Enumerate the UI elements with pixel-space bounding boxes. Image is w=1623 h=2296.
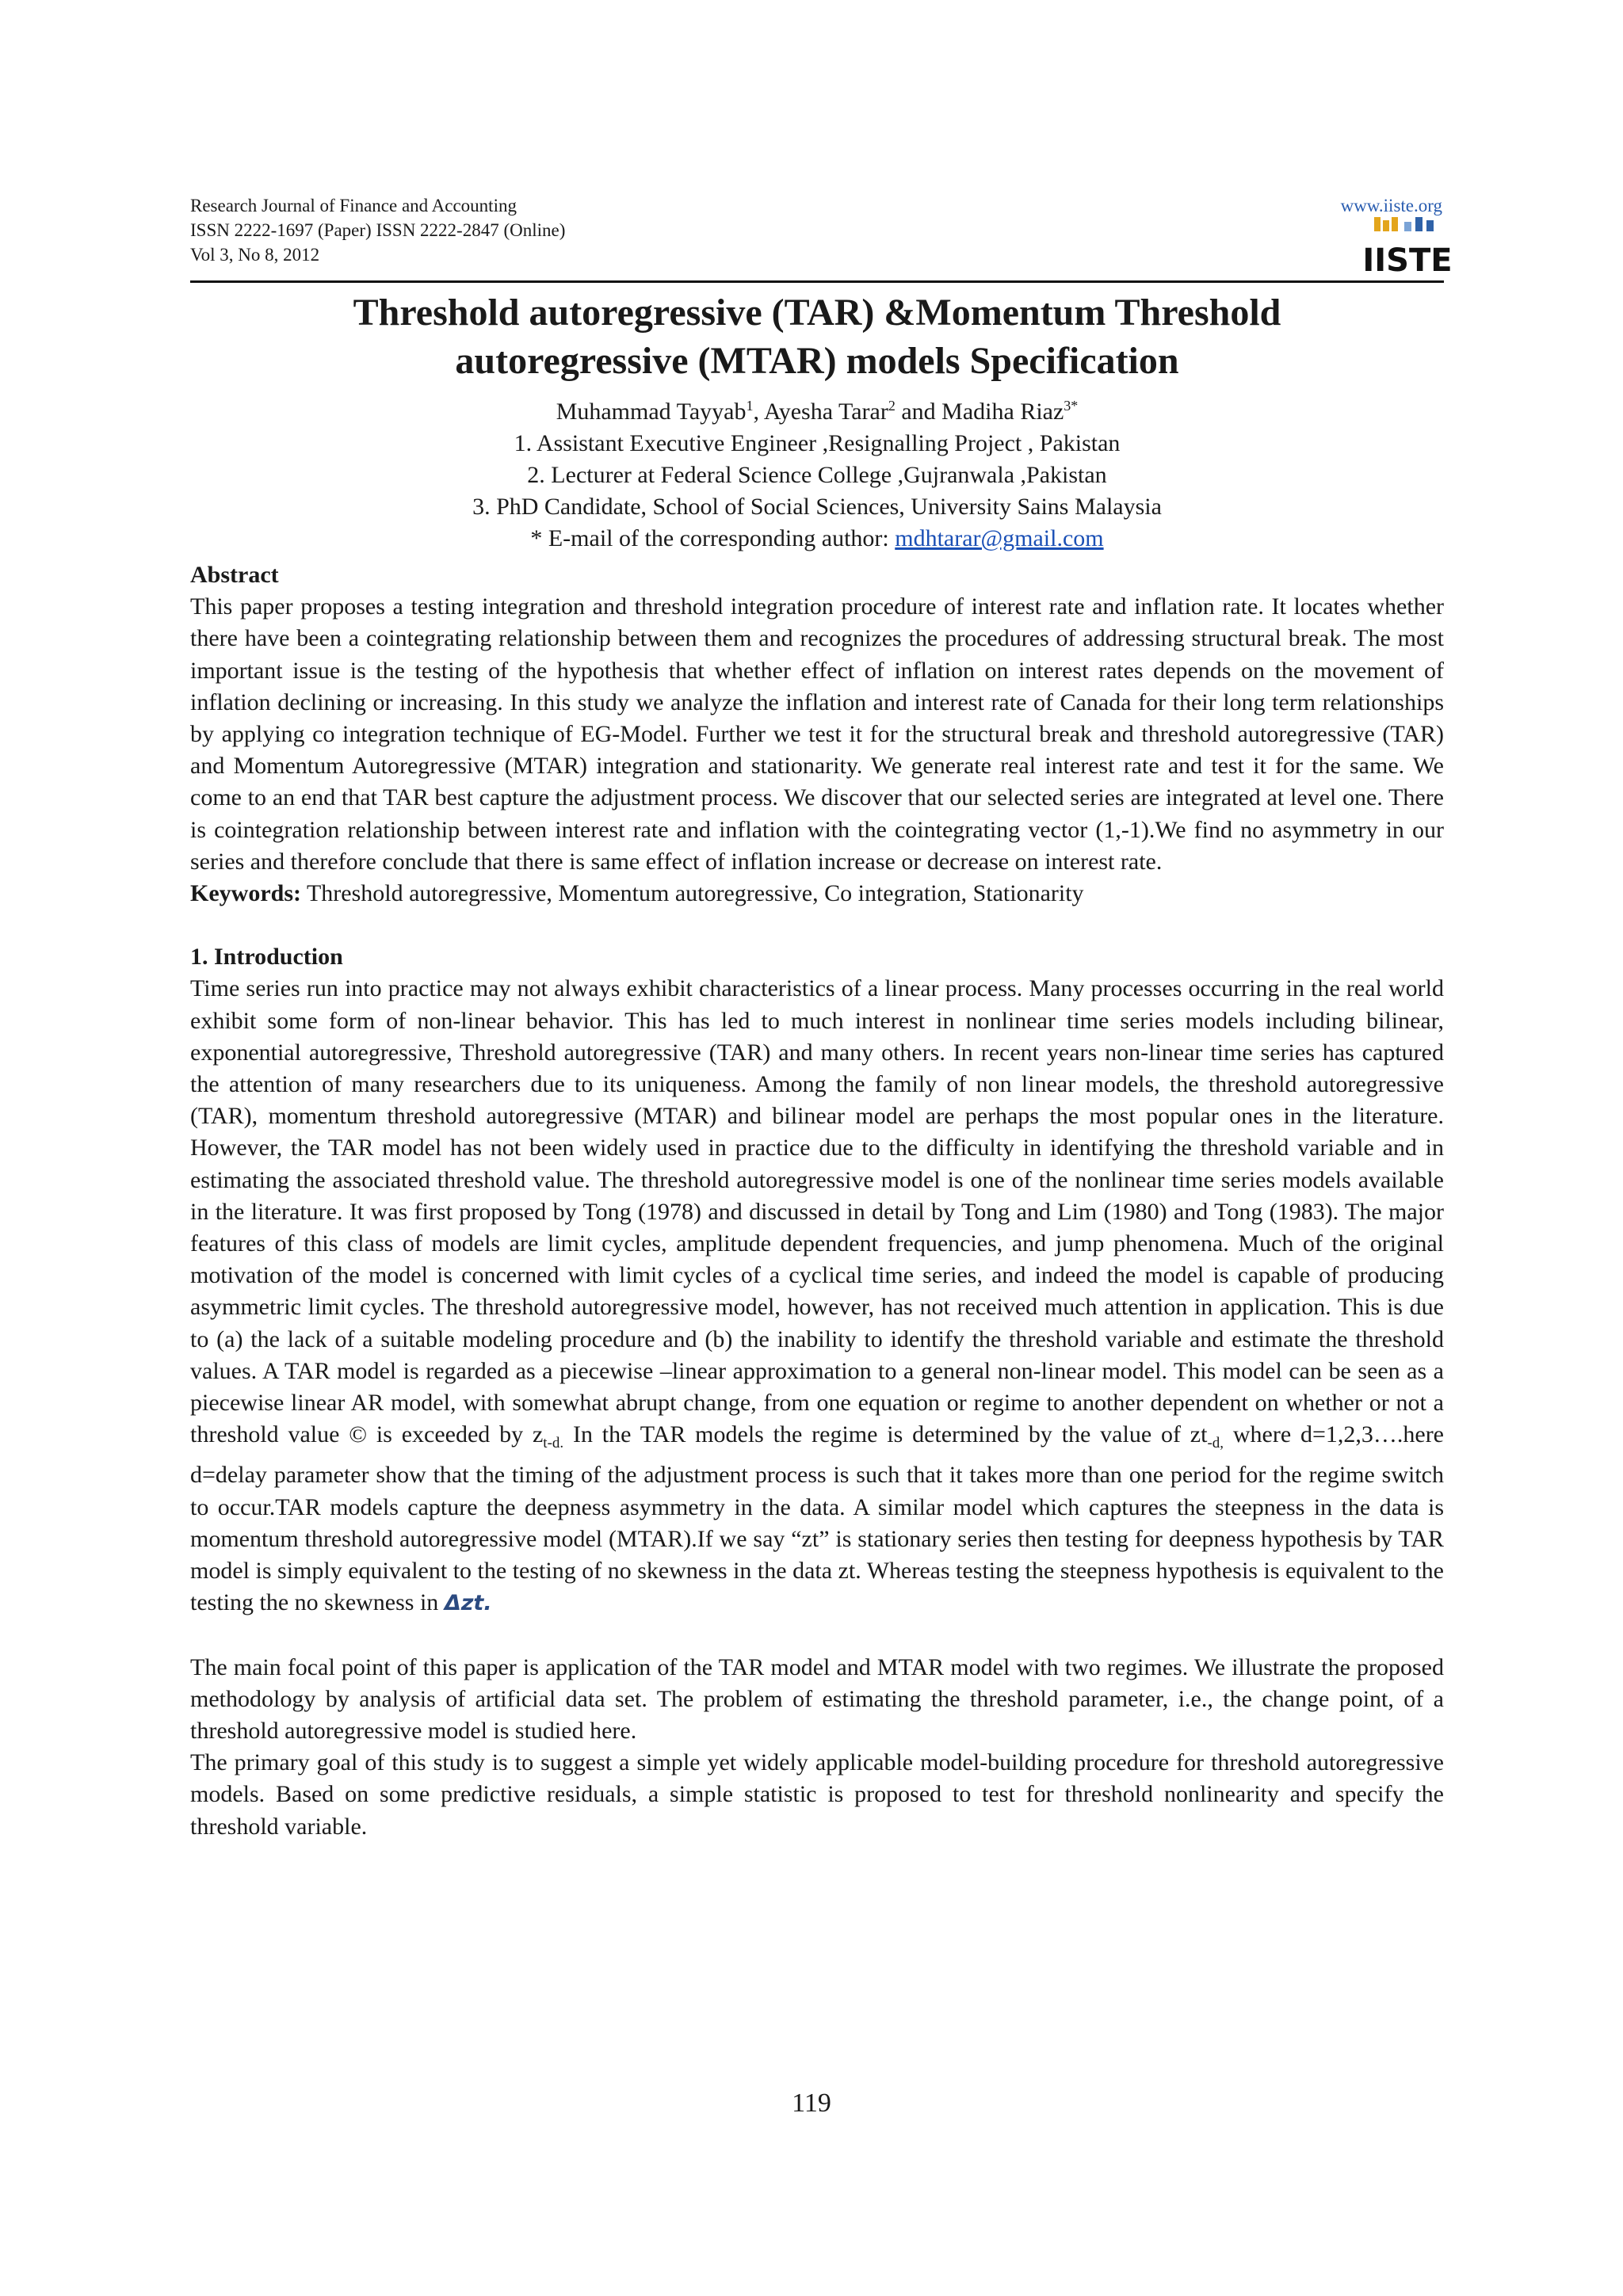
svg-text:IISTE: IISTE <box>1362 242 1453 279</box>
paper-title-line-2: autoregressive (MTAR) models Specification <box>455 340 1179 382</box>
email-link[interactable]: mdhtarar@gmail.com <box>895 525 1104 551</box>
delta-zt-formula: Δzt. <box>444 1591 492 1616</box>
affiliation-2: 2. Lecturer at Federal Science College ,Gujranwala ,Pakistan <box>527 462 1107 488</box>
abstract-heading: Abstract <box>190 562 279 588</box>
introduction-paragraph-2: The main focal point of this paper is application of the TAR model and MTAR model with two regimes. We illustrate the proposed methodology by analysis of artificial data set. The problem of estimating the threshold parameter, i.e., the change point, of a threshold autoregressive model is studied here. <box>190 1653 1444 1744</box>
introduction-heading: 1. Introduction <box>190 944 343 971</box>
paper-title-line-1: Threshold autoregressive (TAR) &Momentum Threshold <box>353 292 1281 334</box>
author-line: Muhammad Tayyab$^1$, Ayesha Tarar$^2$ and Madiha Riaz$^{3*}$ <box>556 398 1079 425</box>
header-rule <box>190 280 1444 283</box>
introduction-paragraph-3: The primary goal of this study is to suggest a simple yet widely applicable model-building procedure for threshold autoregressive models. Based on some predictive residuals, a simple statistic is proposed to test for threshold nonlinearity and specify the threshold variable. <box>190 1749 1444 1840</box>
journal-website[interactable]: www.iiste.org <box>1340 196 1442 215</box>
paper-body <box>190 559 1444 1843</box>
affiliation-3: 3. PhD Candidate, School of Social Sciences, University Sains Malaysia <box>472 494 1162 520</box>
journal-volume: Vol 3, No 8, 2012 <box>190 245 320 265</box>
introduction-paragraph-1: Time series run into practice may not always exhibit characteristics of a linear process. Many processes occurring in the real world exhibit some form of non-linear behavior. This has led to much interest in nonlinear time series models including bilinear, exponential autoregressive, Threshold autoregressive (TAR) and many others. In recent years non-linear time series has captured the attention of many researchers due to its uniqueness. Among the family of non linear models, the threshold autoregressive (TAR), momentum threshold autoregressive (MTAR) and bilinear model are perhaps the most popular ones in the literature. However, the TAR model has not been widely used in practice due to the difficulty in identifying the threshold variable and in estimating the associated threshold value. The threshold autoregressive model is one of the nonlinear time series models available in the literature. It was first proposed by Tong (1978) and discussed in detail by Tong and Lim (1980) and Tong (1983). The major features of this class of models are limit cycles, amplitude dependent frequencies, and jump phenomena. Much of the original motivation of the model is concerned with limit cycles of a cyclical time series, and indeed the model is capable of producing asymmetric limit cycles. The threshold autoregressive model, however, has not received much attention in application. This is due to (a) the lack of a suitable modeling procedure and (b) the inability to identify the threshold variable and estimate the threshold values. A TAR model is regarded as a piecewise –linear approximation to a general non-linear model. This model can be seen as a piecewise linear AR model, with somewhat abrupt change, from one equation or regime to another dependent on whether or not a threshold value © is exceeded by $z_{t-d.}$ In the TAR models the regime is determined by the value of $zt_{-d,}$ where d=1,2,3….here d=delay parameter show that the timing of the adjustment process is such that it takes more than one period for the regime switch to occur.TAR models capture the deepness asymmetry in the data. A similar model which captures the steepness in the data is momentum threshold autoregressive model (MTAR).If we say “zt” is stationary series then testing for deepness hypothesis by TAR model is simply equivalent to the testing of no skewness in the data zt. Whereas testing the steepness hypothesis is equivalent to the testing the no skewness in Δzt. <box>190 975 1444 1616</box>
journal-header <box>190 193 565 267</box>
iiste-logo-icon <box>1362 215 1453 279</box>
keywords: Keywords: Threshold autoregressive, Momentum autoregressive, Co integration, Stationarity <box>190 880 1084 907</box>
journal-name: Research Journal of Finance and Accounting <box>190 196 517 215</box>
affiliation-1: 1. Assistant Executive Engineer ,Resignalling Project , Pakistan <box>514 430 1121 456</box>
paper-title <box>190 288 1444 385</box>
page-number: 119 <box>792 2088 831 2118</box>
journal-issn: ISSN 2222-1697 (Paper) ISSN 2222-2847 (Online) <box>190 220 566 240</box>
author-block <box>190 390 1444 555</box>
corresponding-email: * E-mail of the corresponding author: mdhtarar@gmail.com <box>530 525 1104 551</box>
abstract-text: This paper proposes a testing integration and threshold integration procedure of interest rate and inflation rate. It locates whether there have been a cointegrating relationship between them and recognizes the procedures of addressing structural break. The most important issue is the testing of the hypothesis that whether effect of inflation on interest rates depends on the movement of inflation declining or increasing. In this study we analyze the inflation and interest rate of Canada for their long term relationships by applying co integration technique of EG-Model. Further we test it for the structural break and threshold autoregressive (TAR) and Momentum Autoregressive (MTAR) integration and stationarity. We generate real interest rate and test it for the same. We come to an end that TAR best capture the adjustment process. We discover that our selected series are integrated at level one. There is cointegration relationship between interest rate and inflation with the cointegrating vector (1,-1).We find no asymmetry in our series and therefore conclude that there is same effect of inflation increase or decrease on interest rate. <box>190 593 1444 875</box>
